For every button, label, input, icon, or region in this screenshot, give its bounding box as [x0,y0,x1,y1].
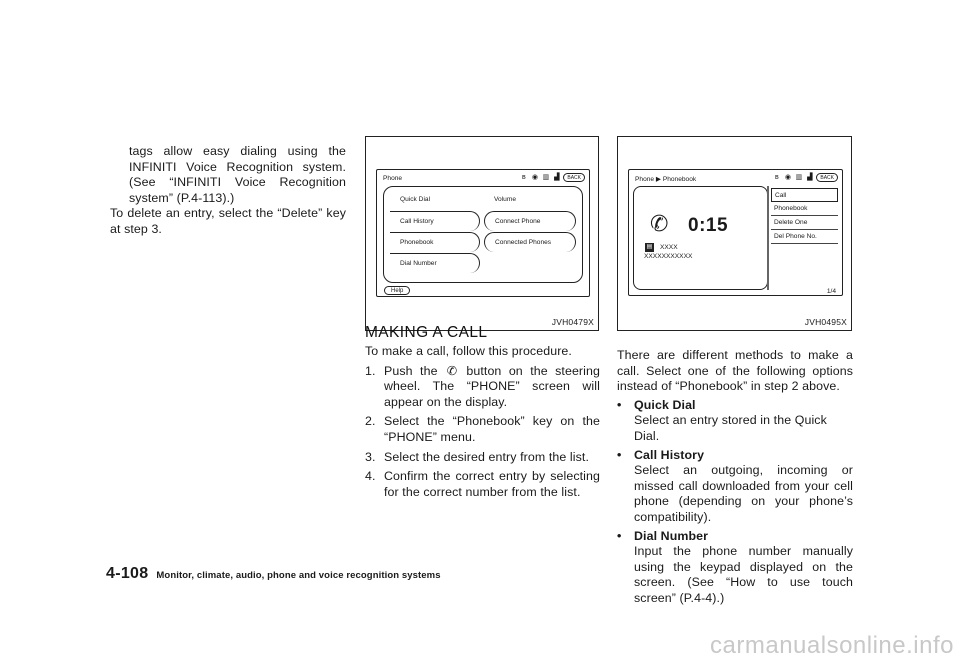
menu-item-quick-dial[interactable]: Quick Dial [400,196,431,203]
phonebook-icon: ▤ [646,244,653,250]
option-title: Call History [634,447,705,462]
help-button[interactable]: Help [384,286,410,295]
step-number: 4. [365,469,376,484]
figure-caption: JVH0495X [804,317,847,327]
menu-item-dial-number[interactable]: Dial Number [390,253,480,273]
page-indicator: 1/4 [826,288,836,295]
middle-column [365,344,600,504]
step-text-after: button on the steering wheel. The “PHONE” screen will appear on the display. [384,363,600,409]
call-timer: 0:15 [688,215,729,236]
back-button[interactable]: BACK [563,173,585,182]
step-number: 1. [365,363,376,378]
menu-item-call-history[interactable]: Call History [390,211,480,231]
delete-entry-paragraph: To delete an entry, select the “Delete” key at step 3. [110,206,346,236]
bullet-icon: • [617,397,622,412]
back-button[interactable]: BACK [816,173,838,182]
bluetooth-icon: ʙ [775,174,779,181]
scrollbar[interactable] [767,186,769,290]
battery-icon: ▥ [542,174,550,181]
handset-icon: ✆ [650,211,669,236]
menu-frame [383,186,583,283]
side-item-call[interactable]: Call [771,188,838,202]
status-bar [519,173,585,182]
option-desc: Input the phone number manually using the keypad displayed on the screen. (See “How to use touch screen” (P.4-4).) [634,544,853,605]
side-item-phonebook[interactable]: Phonebook [771,202,838,216]
section-heading: MAKING A CALL [365,324,488,341]
page-number: 4-108 [106,565,149,582]
breadcrumb-child: Phonebook [662,176,697,183]
breadcrumb-root: Phone [635,176,655,183]
status-bar [772,173,838,182]
step-4 [365,469,600,500]
step-number: 2. [365,414,376,429]
continued-paragraph: tags allow easy dialing using the INFINITI Voice Recognition system. (See “INFINITI Voice Recognition system” (P.4-113).) [129,144,346,205]
call-panel [633,186,768,290]
phone-menu-figure [365,136,599,331]
procedure-intro: To make a call, follow this procedure. [365,344,572,358]
step-2 [365,414,600,445]
side-item-del-phone-no[interactable]: Del Phone No. [771,230,838,244]
page-footer [106,565,441,583]
step-text: Select the “Phonebook” key on the “PHONE” menu. [384,414,600,444]
option-quick-dial [617,398,853,414]
left-column [110,144,346,238]
bluetooth-icon: ʙ [522,174,526,181]
watermark: carmanualsonline.info [710,632,954,659]
phone-status-icon: ◉ [784,174,791,181]
menu-item-connected-phones[interactable]: Connected Phones [484,232,576,252]
entry-number: XXXXXXXXXXX [644,253,693,260]
phonebook-call-figure [617,136,852,331]
side-menu [771,188,838,244]
phone-status-icon: ◉ [531,174,538,181]
footer-section-title: Monitor, climate, audio, phone and voice recognition systems [156,570,441,581]
phone-call-icon: ✆ [446,363,458,378]
step-1 [365,364,600,411]
phone-menu-screen [376,169,590,297]
option-title: Quick Dial [634,397,696,412]
battery-icon: ▥ [795,174,803,181]
option-dial-number [617,529,853,545]
option-call-history [617,448,853,464]
option-title: Dial Number [634,528,709,543]
signal-icon: ▟ [807,174,813,181]
step-text-before: Push the [384,363,438,378]
screen-title: Phone [383,175,403,182]
signal-icon: ▟ [554,174,560,181]
side-item-delete-one[interactable]: Delete One [771,216,838,230]
option-desc: Select an outgoing, incoming or missed call downloaded from your cell phone (depending on your phone’s compatibility). [634,463,853,524]
step-text: Select the desired entry from the list. [384,449,589,464]
options-intro: There are different methods to make a call. Select one of the following options instead of “Phonebook” in step 2 above. [617,348,853,394]
figure-caption: JVH0479X [551,317,594,327]
step-3 [365,450,600,466]
entry-name: XXXX [660,244,678,251]
bullet-icon: • [617,447,622,462]
breadcrumb-arrow-icon: ▶ [655,176,663,183]
step-text: Confirm the correct entry by selecting for the correct number from the list. [384,469,600,499]
step-number: 3. [365,449,376,464]
option-desc: Select an entry stored in the Quick Dial. [634,413,827,443]
menu-item-connect-phone[interactable]: Connect Phone [484,211,576,231]
bullet-icon: • [617,528,622,543]
breadcrumb [635,175,696,183]
right-column [617,348,853,610]
menu-item-volume[interactable]: Volume [494,196,516,203]
phonebook-call-screen [628,169,843,296]
menu-item-phonebook[interactable]: Phonebook [390,232,480,252]
